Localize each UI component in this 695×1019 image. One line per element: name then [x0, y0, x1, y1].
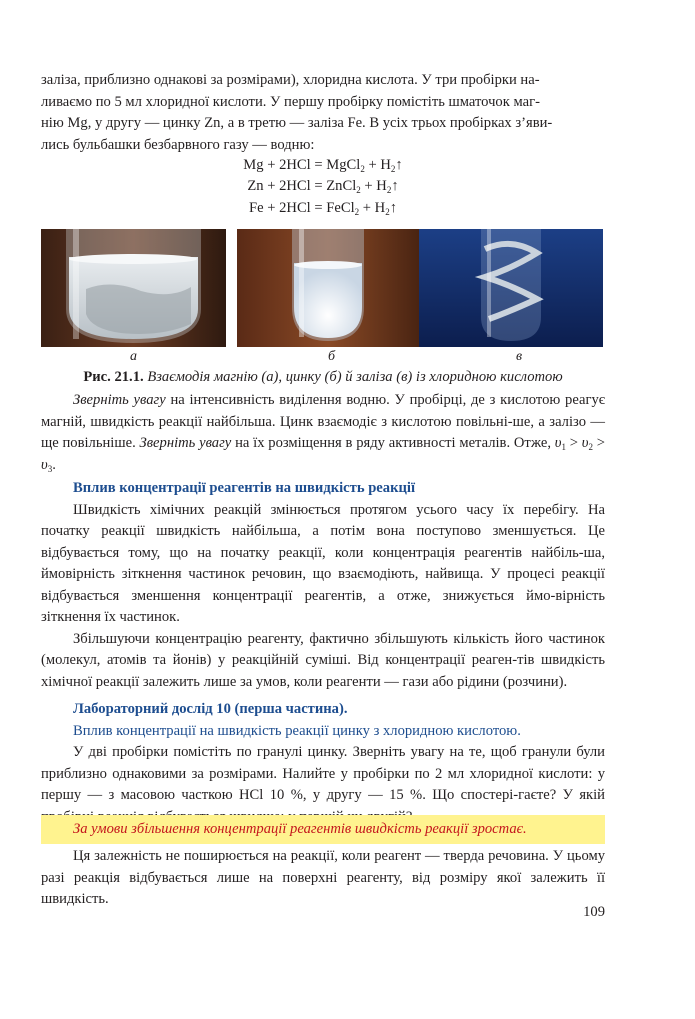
paragraph-rate-change: Швидкість хімічних реакцій змінюється протягом усього часу їх перебігу. На початку реакції швидкість найбільша, а потім вона поступово зменшується. Це відбувається тому, що на початку реакції, коли концентрація реагентів найбіль-ша, ймовірність зіткнення частинок речовин, що взаємодіють, найвища. У процесі реакції відбувається зменшення концентрації реагентів, а отже, знижується ймо-вірність зіткнення їх частинок.: [41, 501, 605, 625]
paragraph-solid-reagent: Ця залежність не поширюється на реакції, коли реагент — тверда речовина. У цьому разі реакція відбувається лише на поверхні реагенту, від розміру якої залежить її швидкість.: [41, 848, 605, 907]
intro-line: заліза, приблизно однакові за розмірами), хлоридна кислота. У три пробірки на-: [41, 72, 540, 88]
equations: [41, 155, 605, 219]
lab-subheading: Вплив концентрації на швидкість реакції цинку з хлоридною кислотою.: [73, 722, 521, 739]
figure-letters: [41, 349, 603, 365]
page-number: 109: [583, 904, 605, 920]
paragraph-concentration: Збільшуючи концентрацію реагенту, фактично збільшують кількість його частинок (молекул, атомів та йонів) у реакційній суміші. Від концентрації реаген-тів швидкість хімічної реакції залежить лише за умов, коли реагенти — гази або рідини (розчини).: [41, 630, 605, 690]
main-text: [41, 390, 605, 828]
equation-fe: Fe + 2HCl = FeCl$_2$ + $H_2↑$: [248, 199, 398, 217]
photo-iron-tube: [419, 229, 603, 347]
figure-letter-a: а: [130, 349, 137, 364]
figure-letter-v: в: [516, 349, 523, 364]
lab-heading: Лабораторний дослід 10 (перша частина).: [73, 701, 348, 717]
rule-highlight: За умови збільшення концентрації реагентів швидкість реакції зростає.: [41, 815, 605, 844]
intro-line: лись бульбашки безбарвного газу — водню:: [41, 136, 315, 153]
intro-line: нію Mg, у другу — цинку Zn, а в третю — заліза Fe. В усіх трьох пробірках з’яви-: [41, 115, 553, 131]
figure-caption: [41, 369, 605, 386]
equation-zn: Zn + 2HCl = ZnCl$_2$ + $H_2↑$: [247, 178, 399, 196]
paragraph-lab-instructions: У дві пробірки помістіть по гранулі цинку. Зверніть увагу на те, щоб гранули були приблизно однаковими за розмірами. Налийте у пробірки по 2 мл хлоридної кислоти: у першу — з масовою часткою HCl 10 %, у другу — 15 %. Що спостері-гаєте? У якій: [41, 744, 605, 803]
intro-paragraph: [41, 70, 605, 156]
closing-text: [41, 846, 605, 911]
section-heading: Вплив концентрації реагентів на швидкість реакції: [73, 480, 416, 496]
equation-mg: Mg + 2HCl = MgCl$_2$ + $H_2↑$: [243, 157, 403, 174]
paragraph-observation: Зверніть увагу на інтенсивність виділення водню. У пробірці, де з кислотою реагує магній, швидкість реакції найбільша. Цинк взаємодіє з кислотою повільні-ше, а залізо — ще повільніше. Зверніть увагу на їх розміщення в ряду активності металів. Отже, $\upsilon_1 > \upsilon_2 > \upsilon_3$.: [41, 392, 605, 474]
figure-photos: [41, 229, 603, 347]
caption-number: Рис. 21.1.: [83, 369, 144, 385]
caption-text: Взаємодія магнію (а), цинку (б) й заліза (в) із хлоридною кислотою: [147, 369, 563, 385]
photo-zinc-tube: [237, 229, 419, 347]
figure-letter-b: б: [328, 349, 336, 364]
intro-line: ливаємо по 5 мл хлоридної кислоти. У першу пробірку помістіть шматочок маг-: [41, 93, 540, 110]
photo-magnesium-tube: [41, 229, 226, 347]
